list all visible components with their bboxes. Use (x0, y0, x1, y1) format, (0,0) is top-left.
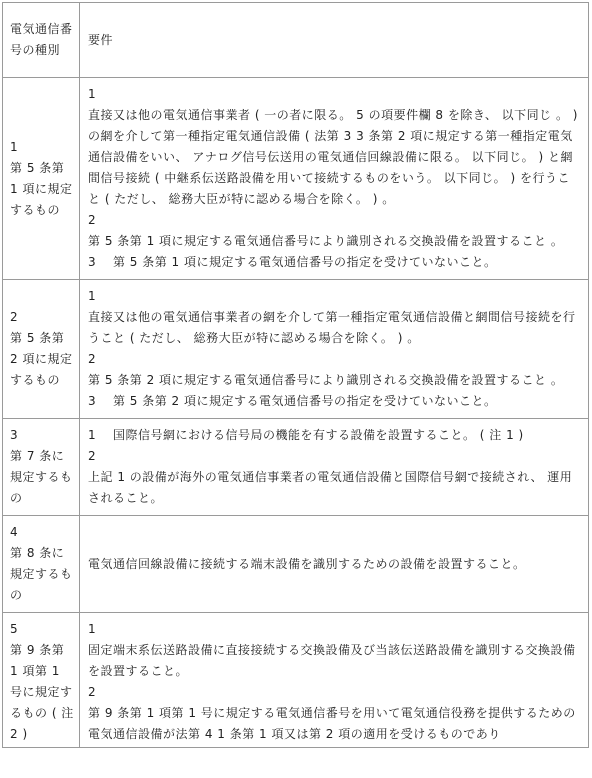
requirement-line: 1 国際信号網における信号局の機能を有する設備を設置すること。 ( 注 1 ) (88, 428, 524, 442)
table-row (3, 280, 589, 419)
requirements-table (2, 2, 589, 748)
row-requirements-cell (80, 613, 589, 748)
table-row (3, 78, 589, 280)
requirement-line: 1 (88, 622, 97, 636)
requirement-line: 電気通信回線設備に接続する端末設備を識別するための設備を設置すること。 (88, 556, 526, 571)
row-type-cell (3, 613, 80, 748)
row-requirements-cell (80, 419, 589, 516)
header-number-type: 電気通信番号の種別 (3, 3, 80, 78)
requirement-line: 直接又は他の電気通信事業者の網を介して第一種指定電気通信設備と網間信号接続を行うこと ( ただし、 総務大臣が特に認める場合を除く。 ) 。 (88, 310, 576, 345)
requirement-line: 直接又は他の電気通信事業者 ( 一の者に限る。 5 の項要件欄 8 を除き、 以下同じ 。 ) の網を介して第一種指定電気通信設備 ( 法第 3 3 条第 2 項に規定する第一種指定電気通信設備をいい、 アナログ信号伝送用の電気通信回線設備に限る。 以下同じ。 ) と網間信号接続 ( 中継系伝送路設備を用いて接続するものをいう。 以下同じ。 ) を行うこと ( ただし、 総務大臣が特に認める場合を除く。 ) 。 (88, 108, 578, 206)
row-type-cell (3, 516, 80, 613)
row-type-cell (3, 419, 80, 516)
requirement-line: 1 (88, 87, 97, 101)
row-type-text: 1 第 5 条第 1 項に規定するもの (10, 139, 73, 217)
requirement-line: 1 (88, 289, 97, 303)
row-type-cell (3, 78, 80, 280)
row-type-text: 5 第 9 条第 1 項第 1 号に規定するもの ( 注 2 ) (10, 622, 74, 741)
requirement-line: 第 5 条第 1 項に規定する電気通信番号により識別される交換設備を設置すること 。 (88, 234, 564, 248)
row-requirements-cell (80, 280, 589, 419)
requirement-line: 3 第 5 条第 1 項に規定する電気通信番号の指定を受けていないこと。 (88, 255, 497, 269)
requirement-line: 3 第 5 条第 2 項に規定する電気通信番号の指定を受けていないこと。 (88, 394, 497, 408)
table-row (3, 516, 589, 613)
requirement-line: 2 (88, 213, 97, 227)
requirement-line: 上記 1 の設備が海外の電気通信事業者の電気通信設備と国際信号網で接続され、 運用されること。 (88, 470, 573, 505)
row-requirements-cell (80, 78, 589, 280)
row-requirements-cell (80, 516, 589, 613)
table-header-row (3, 3, 589, 78)
requirement-line: 2 (88, 352, 97, 366)
requirement-line: 2 (88, 449, 97, 463)
table-row (3, 613, 589, 748)
row-type-clip (10, 619, 75, 741)
row-type-text: 2 第 5 条第 2 項に規定するもの (10, 310, 73, 387)
requirement-line: 2 (88, 685, 97, 699)
requirement-line: 固定端末系伝送路設備に直接接続する交換設備及び当該伝送路設備を識別する交換設備を設置すること。 (88, 643, 576, 678)
row-requirements-clip (88, 619, 582, 741)
table-row (3, 419, 589, 516)
requirement-line: 第 9 条第 1 項第 1 号に規定する電気通信番号を用いて電気通信役務を提供するための電気通信設備が法第 4 1 条第 1 項又は第 2 項の適用を受けるものであり (88, 706, 576, 741)
requirement-line: 第 5 条第 2 項に規定する電気通信番号により識別される交換設備を設置すること 。 (88, 373, 564, 387)
row-type-text: 3 第 7 条に規定するもの (10, 428, 73, 505)
row-type-text: 4 第 8 条に規定するもの (10, 525, 73, 602)
header-requirements: 要件 (80, 3, 589, 78)
row-type-cell (3, 280, 80, 419)
